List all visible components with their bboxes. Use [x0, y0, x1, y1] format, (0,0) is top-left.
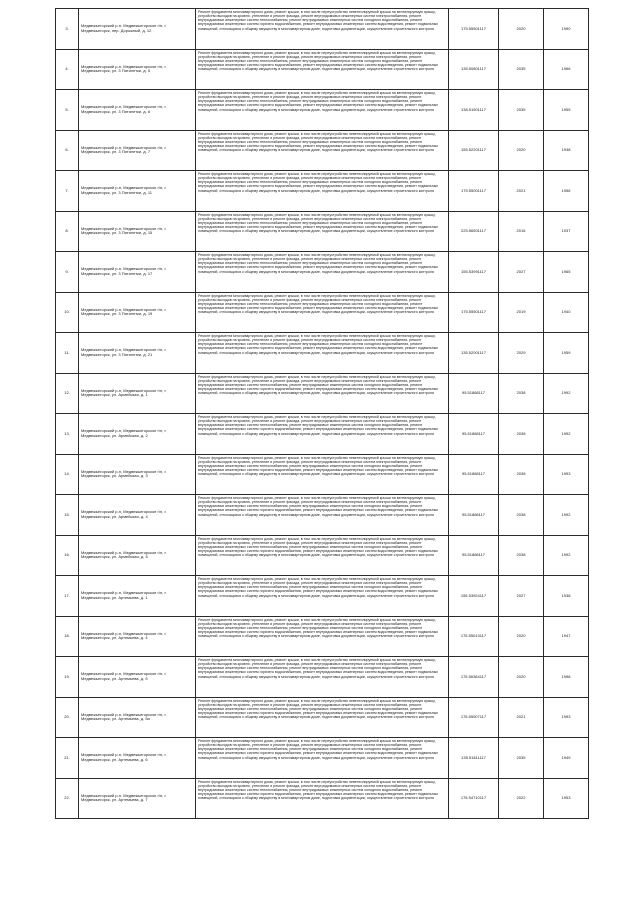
row-number: 16.: [56, 535, 79, 576]
works-cell: Ремонт фундамента многоквартирного дома, ремонт крыши, в том числе переустройство невентилируемой крыши на вентилируемую крышу, устройство выходов на кровлю, утепление и ремонт фасада, ремонт внутридомовых инженерных систем электроснабжения, ремонт внутридомовых инженерных систем теплоснабжения, ремонт внутридомовых инженерных систем холодного водоснабжения, ремонт внутридомовых инженерных систем горячего водоснабжения, ремонт внутридомовых инженерных систем водоотведения, ремонт подвальных помещений, относящихся к общему имуществу в многоквартирном доме, подготовка документации, осуществление строительного контроля: [196, 90, 449, 131]
cost-cell: 175.55013117: [449, 616, 499, 657]
table-row: [56, 171, 589, 212]
address-cell: Медвежьегорский р-н, Медвежьегорское г/п, г. Медвежьегорск, ул. 3 Пятилетки, д. 5: [79, 49, 196, 90]
built-year-cell: 1992: [544, 414, 589, 455]
cost-cell: 175.55007117: [449, 697, 499, 738]
cost-cell: 135.51811117: [449, 738, 499, 779]
table-row: [56, 292, 589, 333]
works-cell: Ремонт фундамента многоквартирного дома, ремонт крыши, в том числе переустройство невентилируемой крыши на вентилируемую крышу, устройство выходов на кровлю, утепление и ремонт фасада, ремонт внутридомовых инженерных систем электроснабжения, ремонт внутридомовых инженерных систем теплоснабжения, ремонт внутридомовых инженерных систем холодного водоснабжения, ремонт внутридомовых инженерных систем горячего водоснабжения, ремонт внутридомовых инженерных систем водоотведения, ремонт подвальных помещений, относящихся к общему имуществу в многоквартирном доме, подготовка документации, осуществление строительного контроля: [196, 414, 449, 455]
table-row: [56, 535, 589, 576]
cost-cell: 95.51868117: [449, 535, 499, 576]
table-row: [56, 576, 589, 617]
built-year-cell: 1953: [544, 697, 589, 738]
repair-year-cell: 2027: [499, 576, 544, 617]
cost-cell: 175.55001117: [449, 171, 499, 212]
table-row: [56, 738, 589, 779]
repair-year-cell: 2035: [499, 49, 544, 90]
cost-cell: 155.52201117: [449, 130, 499, 171]
capital-repair-table: [55, 8, 589, 819]
repair-year-cell: 2021: [499, 171, 544, 212]
repair-year-cell: 2029: [499, 333, 544, 374]
works-cell: Ремонт фундамента многоквартирного дома, ремонт крыши, в том числе переустройство невентилируемой крыши на вентилируемую крышу, устройство выходов на кровлю, утепление и ремонт фасада, ремонт внутридомовых инженерных систем электроснабжения, ремонт внутридомовых инженерных систем теплоснабжения, ремонт внутридомовых инженерных систем холодного водоснабжения, ремонт внутридомовых инженерных систем горячего водоснабжения, ремонт внутридомовых инженерных систем водоотведения, ремонт подвальных помещений, относящихся к общему имуществу в многоквартирном доме, подготовка документации, осуществление строительного контроля: [196, 211, 449, 252]
works-cell: Ремонт фундамента многоквартирного дома, ремонт крыши, в том числе переустройство невентилируемой крыши на вентилируемую крышу, устройство выходов на кровлю, утепление и ремонт фасада, ремонт внутридомовых инженерных систем электроснабжения, ремонт внутридомовых инженерных систем теплоснабжения, ремонт внутридомовых инженерных систем холодного водоснабжения, ремонт внутридомовых инженерных систем горячего водоснабжения, ремонт внутридомовых инженерных систем водоотведения, ремонт подвальных помещений, относящихся к общему имуществу в многоквартирном доме, подготовка документации, осуществление строительного контроля: [196, 778, 449, 819]
address-cell: Медвежьегорский р-н, Медвежьегорское г/п, г. Медвежьегорск, ул. Артемьева, д. 4: [79, 616, 196, 657]
row-number: 5.: [56, 90, 79, 131]
repair-year-cell: 2022: [499, 778, 544, 819]
repair-year-cell: 2016: [499, 211, 544, 252]
repair-year-cell: 2020: [499, 657, 544, 698]
cost-cell: 95.51868117: [449, 454, 499, 495]
row-number: 12.: [56, 373, 79, 414]
row-number: 18.: [56, 616, 79, 657]
cost-cell: 175.54710117: [449, 778, 499, 819]
document-page: [55, 8, 588, 819]
table-row: [56, 90, 589, 131]
repair-year-cell: 2038: [499, 414, 544, 455]
built-year-cell: 1992: [544, 495, 589, 536]
table-row: [56, 49, 589, 90]
built-year-cell: 1993: [544, 454, 589, 495]
works-cell: Ремонт фундамента многоквартирного дома, ремонт крыши, в том числе переустройство невентилируемой крыши на вентилируемую крышу, устройство выходов на кровлю, утепление и ремонт фасада, ремонт внутридомовых инженерных систем электроснабжения, ремонт внутридомовых инженерных систем теплоснабжения, ремонт внутридомовых инженерных систем холодного водоснабжения, ремонт внутридомовых инженерных систем горячего водоснабжения, ремонт внутридомовых инженерных систем водоотведения, ремонт подвальных помещений, относящихся к общему имуществу в многоквартирном доме, подготовка документации, осуществление строительного контроля: [196, 616, 449, 657]
repair-year-cell: 2020: [499, 616, 544, 657]
built-year-cell: 1940: [544, 292, 589, 333]
row-number: 4.: [56, 49, 79, 90]
works-cell: Ремонт фундамента многоквартирного дома, ремонт крыши, в том числе переустройство невентилируемой крыши на вентилируемую крышу, устройство выходов на кровлю, утепление и ремонт фасада, ремонт внутридомовых инженерных систем электроснабжения, ремонт внутридомовых инженерных систем теплоснабжения, ремонт внутридомовых инженерных систем холодного водоснабжения, ремонт внутридомовых инженерных систем горячего водоснабжения, ремонт внутридомовых инженерных систем водоотведения, ремонт подвальных помещений, относящихся к общему имуществу в многоквартирном доме, подготовка документации, осуществление строительного контроля: [196, 252, 449, 293]
address-cell: Медвежьегорский р-н, Медвежьегорское г/п, г. Медвежьегорск, ул. 3 Пятилетки, д. 7: [79, 130, 196, 171]
table-row: [56, 495, 589, 536]
works-cell: Ремонт фундамента многоквартирного дома, ремонт крыши, в том числе переустройство невентилируемой крыши на вентилируемую крышу, устройство выходов на кровлю, утепление и ремонт фасада, ремонт внутридомовых инженерных систем электроснабжения, ремонт внутридомовых инженерных систем теплоснабжения, ремонт внутридомовых инженерных систем холодного водоснабжения, ремонт внутридомовых инженерных систем горячего водоснабжения, ремонт внутридомовых инженерных систем водоотведения, ремонт подвальных помещений, относящихся к общему имуществу в многоквартирном доме, подготовка документации, осуществление строительного контроля: [196, 535, 449, 576]
address-cell: Медвежьегорский р-н, Медвежьегорское г/п, г. Медвежьегорск, ул. Армейская, д. 4: [79, 495, 196, 536]
cost-cell: 138.51501117: [449, 90, 499, 131]
address-cell: Медвежьегорский р-н, Медвежьегорское г/п, г. Медвежьегорск, ул. 3 Пятилетки, д. 6: [79, 90, 196, 131]
table-row: [56, 778, 589, 819]
row-number: 21.: [56, 738, 79, 779]
cost-cell: 175.55501117: [449, 9, 499, 50]
works-cell: Ремонт фундамента многоквартирного дома, ремонт крыши, в том числе переустройство невентилируемой крыши на вентилируемую крышу, устройство выходов на кровлю, утепление и ремонт фасада, ремонт внутридомовых инженерных систем электроснабжения, ремонт внутридомовых инженерных систем теплоснабжения, ремонт внутридомовых инженерных систем холодного водоснабжения, ремонт внутридомовых инженерных систем горячего водоснабжения, ремонт внутридомовых инженерных систем водоотведения, ремонт подвальных помещений, относящихся к общему имуществу в многоквартирном доме, подготовка документации, осуществление строительного контроля: [196, 697, 449, 738]
table-row: [56, 130, 589, 171]
row-number: 8.: [56, 211, 79, 252]
built-year-cell: 1965: [544, 252, 589, 293]
cost-cell: 155.53924117: [449, 576, 499, 617]
address-cell: Медвежьегорский р-н, Медвежьегорское г/п, г. Медвежьегорск, ул. 3 Пятилетки, д. 15: [79, 211, 196, 252]
cost-cell: 95.51868117: [449, 373, 499, 414]
built-year-cell: 1959: [544, 333, 589, 374]
address-cell: Медвежьегорский р-н, Медвежьегорское г/п, г. Медвежьегорск, ул. 3 Пятилетки, д. 19: [79, 292, 196, 333]
table-row: [56, 333, 589, 374]
works-cell: Ремонт фундамента многоквартирного дома, ремонт крыши, в том числе переустройство невентилируемой крыши на вентилируемую крышу, устройство выходов на кровлю, утепление и ремонт фасада, ремонт внутридомовых инженерных систем электроснабжения, ремонт внутридомовых инженерных систем теплоснабжения, ремонт внутридомовых инженерных систем холодного водоснабжения, ремонт внутридомовых инженерных систем горячего водоснабжения, ремонт внутридомовых инженерных систем водоотведения, ремонт подвальных помещений, относящихся к общему имуществу в многоквартирном доме, подготовка документации, осуществление строительного контроля: [196, 49, 449, 90]
cost-cell: 155.53991117: [449, 252, 499, 293]
table-row: [56, 697, 589, 738]
address-cell: Медвежьегорский р-н, Медвежьегорское г/п, г. Медвежьегорск, ул. Артемьева, д. 7: [79, 778, 196, 819]
built-year-cell: 1947: [544, 616, 589, 657]
table-body: [56, 9, 589, 819]
table-row: [56, 373, 589, 414]
row-number: 15.: [56, 495, 79, 536]
row-number: 7.: [56, 171, 79, 212]
repair-year-cell: 2020: [499, 130, 544, 171]
cost-cell: 95.51868117: [449, 495, 499, 536]
built-year-cell: 1955: [544, 90, 589, 131]
works-cell: Ремонт фундамента многоквартирного дома, ремонт крыши, в том числе переустройство невентилируемой крыши на вентилируемую крышу, устройство выходов на кровлю, утепление и ремонт фасада, ремонт внутридомовых инженерных систем электроснабжения, ремонт внутридомовых инженерных систем теплоснабжения, ремонт внутридомовых инженерных систем холодного водоснабжения, ремонт внутридомовых инженерных систем горячего водоснабжения, ремонт внутридомовых инженерных систем водоотведения, ремонт подвальных помещений, относящихся к общему имуществу в многоквартирном доме, подготовка документации, осуществление строительного контроля: [196, 495, 449, 536]
cost-cell: 135.52001117: [449, 333, 499, 374]
built-year-cell: 1956: [544, 171, 589, 212]
row-number: 14.: [56, 454, 79, 495]
address-cell: Медвежьегорский р-н, Медвежьегорское г/п, г. Медвежьегорск, ул. 3 Пятилетки, д. 17: [79, 252, 196, 293]
address-cell: Медвежьегорский р-н, Медвежьегорское г/п, г. Медвежьегорск, ул. Артемьева, д. 5: [79, 657, 196, 698]
built-year-cell: 1992: [544, 373, 589, 414]
address-cell: Медвежьегорский р-н, Медвежьегорское г/п, г. Медвежьегорск, ул. 3 Пятилетки, д. 21: [79, 333, 196, 374]
cost-cell: 225.56501117: [449, 211, 499, 252]
built-year-cell: 1938: [544, 576, 589, 617]
row-number: 20.: [56, 697, 79, 738]
row-number: 6.: [56, 130, 79, 171]
table-row: [56, 211, 589, 252]
works-cell: Ремонт фундамента многоквартирного дома, ремонт крыши, в том числе переустройство невентилируемой крыши на вентилируемую крышу, устройство выходов на кровлю, утепление и ремонт фасада, ремонт внутридомовых инженерных систем электроснабжения, ремонт внутридомовых инженерных систем теплоснабжения, ремонт внутридомовых инженерных систем холодного водоснабжения, ремонт внутридомовых инженерных систем горячего водоснабжения, ремонт внутридомовых инженерных систем водоотведения, ремонт подвальных помещений, относящихся к общему имуществу в многоквартирном доме, подготовка документации, осуществление строительного контроля: [196, 171, 449, 212]
works-cell: Ремонт фундамента многоквартирного дома, ремонт крыши, в том числе переустройство невентилируемой крыши на вентилируемую крышу, устройство выходов на кровлю, утепление и ремонт фасада, ремонт внутридомовых инженерных систем электроснабжения, ремонт внутридомовых инженерных систем теплоснабжения, ремонт внутридомовых инженерных систем холодного водоснабжения, ремонт внутридомовых инженерных систем горячего водоснабжения, ремонт внутридомовых инженерных систем водоотведения, ремонт подвальных помещений, относящихся к общему имуществу в многоквартирном доме, подготовка документации, осуществление строительного контроля: [196, 130, 449, 171]
row-number: 9.: [56, 252, 79, 293]
address-cell: Медвежьегорский р-н, Медвежьегорское г/п, г. Медвежьегорск, ул. Артемьева, д. 6: [79, 738, 196, 779]
address-cell: Медвежьегорский р-н, Медвежьегорское г/п, г. Медвежьегорск, ул. Армейская, д. 3: [79, 454, 196, 495]
works-cell: Ремонт фундамента многоквартирного дома, ремонт крыши, в том числе переустройство невентилируемой крыши на вентилируемую крышу, устройство выходов на кровлю, утепление и ремонт фасада, ремонт внутридомовых инженерных систем электроснабжения, ремонт внутридомовых инженерных систем теплоснабжения, ремонт внутридомовых инженерных систем холодного водоснабжения, ремонт внутридомовых инженерных систем горячего водоснабжения, ремонт внутридомовых инженерных систем водоотведения, ремонт подвальных помещений, относящихся к общему имуществу в многоквартирном доме, подготовка документации, осуществление строительного контроля: [196, 454, 449, 495]
row-number: 3.: [56, 9, 79, 50]
address-cell: Медвежьегорский р-н, Медвежьегорское г/п, г. Медвежьегорск, ул. Артемьева, д. 5а: [79, 697, 196, 738]
address-cell: Медвежьегорский р-н, Медвежьегорское г/п, г. Медвежьегорск, ул. 3 Пятилетки, д. 11: [79, 171, 196, 212]
repair-year-cell: 2035: [499, 90, 544, 131]
row-number: 22.: [56, 778, 79, 819]
table-row: [56, 414, 589, 455]
repair-year-cell: 2038: [499, 454, 544, 495]
table-row: [56, 9, 589, 50]
repair-year-cell: 2038: [499, 535, 544, 576]
table-row: [56, 616, 589, 657]
works-cell: Ремонт фундамента многоквартирного дома, ремонт крыши, в том числе переустройство невентилируемой крыши на вентилируемую крышу, устройство выходов на кровлю, утепление и ремонт фасада, ремонт внутридомовых инженерных систем электроснабжения, ремонт внутридомовых инженерных систем теплоснабжения, ремонт внутридомовых инженерных систем холодного водоснабжения, ремонт внутридомовых инженерных систем горячего водоснабжения, ремонт внутридомовых инженерных систем водоотведения, ремонт подвальных помещений, относящихся к общему имуществу в многоквартирном доме, подготовка документации, осуществление строительного контроля: [196, 373, 449, 414]
table-row: [56, 657, 589, 698]
works-cell: Ремонт фундамента многоквартирного дома, ремонт крыши, в том числе переустройство невентилируемой крыши на вентилируемую крышу, устройство выходов на кровлю, утепление и ремонт фасада, ремонт внутридомовых инженерных систем электроснабжения, ремонт внутридомовых инженерных систем теплоснабжения, ремонт внутридомовых инженерных систем холодного водоснабжения, ремонт внутридомовых инженерных систем горячего водоснабжения, ремонт внутридомовых инженерных систем водоотведения, ремонт подвальных помещений, относящихся к общему имуществу в многоквартирном доме, подготовка документации, осуществление строительного контроля: [196, 738, 449, 779]
built-year-cell: 1950: [544, 9, 589, 50]
address-cell: Медвежьегорский р-н, Медвежьегорское г/п, г. Медвежьегорск, ул. Артемьева, д. 1: [79, 576, 196, 617]
cost-cell: 175.56364117: [449, 657, 499, 698]
repair-year-cell: 2035: [499, 738, 544, 779]
built-year-cell: 1958: [544, 657, 589, 698]
works-cell: Ремонт фундамента многоквартирного дома, ремонт крыши, в том числе переустройство невентилируемой крыши на вентилируемую крышу, устройство выходов на кровлю, утепление и ремонт фасада, ремонт внутридомовых инженерных систем электроснабжения, ремонт внутридомовых инженерных систем теплоснабжения, ремонт внутридомовых инженерных систем холодного водоснабжения, ремонт внутридомовых инженерных систем горячего водоснабжения, ремонт внутридомовых инженерных систем водоотведения, ремонт подвальных помещений, относящихся к общему имуществу в многоквартирном доме, подготовка документации, осуществление строительного контроля: [196, 333, 449, 374]
table-row: [56, 454, 589, 495]
cost-cell: 175.55501117: [449, 292, 499, 333]
works-cell: Ремонт фундамента многоквартирного дома, ремонт крыши, в том числе переустройство невентилируемой крыши на вентилируемую крышу, устройство выходов на кровлю, утепление и ремонт фасада, ремонт внутридомовых инженерных систем электроснабжения, ремонт внутридомовых инженерных систем теплоснабжения, ремонт внутридомовых инженерных систем холодного водоснабжения, ремонт внутридомовых инженерных систем горячего водоснабжения, ремонт внутридомовых инженерных систем водоотведения, ремонт подвальных помещений, относящихся к общему имуществу в многоквартирном доме, подготовка документации, осуществление строительного контроля: [196, 9, 449, 50]
cost-cell: 95.51868117: [449, 414, 499, 455]
built-year-cell: 1992: [544, 535, 589, 576]
address-cell: Медвежьегорский р-н, Медвежьегорское г/п, г. Медвежьегорск, ул. Армейская, д. 1: [79, 373, 196, 414]
repair-year-cell: 2021: [499, 697, 544, 738]
address-cell: Медвежьегорский р-н, Медвежьегорское г/п, г. Медвежьегорск, ул. Армейская, д. 2: [79, 414, 196, 455]
row-number: 10.: [56, 292, 79, 333]
address-cell: Медвежьегорский р-н, Медвежьегорское г/п, г. Медвежьегорск, пер. Дорожный, д. 12: [79, 9, 196, 50]
address-cell: Медвежьегорский р-н, Медвежьегорское г/п, г. Медвежьегорск, ул. Армейская, д. 5: [79, 535, 196, 576]
cost-cell: 135.50801117: [449, 49, 499, 90]
built-year-cell: 1938: [544, 130, 589, 171]
built-year-cell: 1949: [544, 738, 589, 779]
table-row: [56, 252, 589, 293]
works-cell: Ремонт фундамента многоквартирного дома, ремонт крыши, в том числе переустройство невентилируемой крыши на вентилируемую крышу, устройство выходов на кровлю, утепление и ремонт фасада, ремонт внутридомовых инженерных систем электроснабжения, ремонт внутридомовых инженерных систем теплоснабжения, ремонт внутридомовых инженерных систем холодного водоснабжения, ремонт внутридомовых инженерных систем горячего водоснабжения, ремонт внутридомовых инженерных систем водоотведения, ремонт подвальных помещений, относящихся к общему имуществу в многоквартирном доме, подготовка документации, осуществление строительного контроля: [196, 292, 449, 333]
row-number: 13.: [56, 414, 79, 455]
repair-year-cell: 2038: [499, 373, 544, 414]
repair-year-cell: 2038: [499, 495, 544, 536]
works-cell: Ремонт фундамента многоквартирного дома, ремонт крыши, в том числе переустройство невентилируемой крыши на вентилируемую крышу, устройство выходов на кровлю, утепление и ремонт фасада, ремонт внутридомовых инженерных систем электроснабжения, ремонт внутридомовых инженерных систем теплоснабжения, ремонт внутридомовых инженерных систем холодного водоснабжения, ремонт внутридомовых инженерных систем горячего водоснабжения, ремонт внутридомовых инженерных систем водоотведения, ремонт подвальных помещений, относящихся к общему имуществу в многоквартирном доме, подготовка документации, осуществление строительного контроля: [196, 576, 449, 617]
row-number: 11.: [56, 333, 79, 374]
built-year-cell: 1966: [544, 49, 589, 90]
works-cell: Ремонт фундамента многоквартирного дома, ремонт крыши, в том числе переустройство невентилируемой крыши на вентилируемую крышу, устройство выходов на кровлю, утепление и ремонт фасада, ремонт внутридомовых инженерных систем электроснабжения, ремонт внутридомовых инженерных систем теплоснабжения, ремонт внутридомовых инженерных систем холодного водоснабжения, ремонт внутридомовых инженерных систем горячего водоснабжения, ремонт внутридомовых инженерных систем водоотведения, ремонт подвальных помещений, относящихся к общему имуществу в многоквартирном доме, подготовка документации, осуществление строительного контроля: [196, 657, 449, 698]
built-year-cell: 1937: [544, 211, 589, 252]
repair-year-cell: 2020: [499, 9, 544, 50]
built-year-cell: 1953: [544, 778, 589, 819]
repair-year-cell: 2027: [499, 252, 544, 293]
row-number: 19.: [56, 657, 79, 698]
repair-year-cell: 2019: [499, 292, 544, 333]
row-number: 17.: [56, 576, 79, 617]
